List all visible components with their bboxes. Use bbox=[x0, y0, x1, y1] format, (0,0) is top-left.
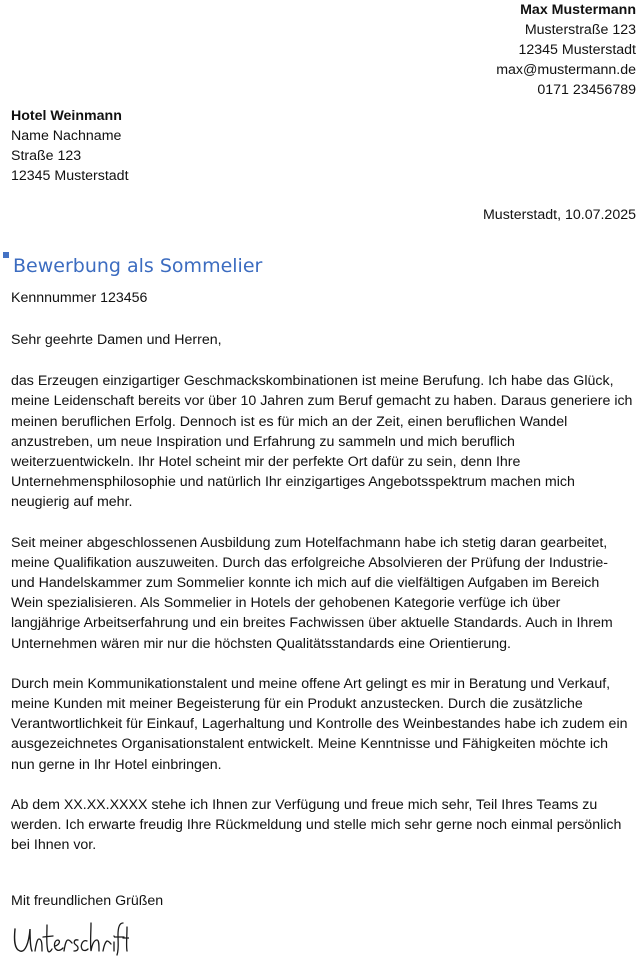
recipient-street: Straße 123 bbox=[11, 148, 82, 164]
sender-phone: 0171 23456789 bbox=[537, 82, 636, 98]
recipient-block bbox=[11, 106, 129, 186]
salutation: Sehr geehrte Damen und Herren, bbox=[11, 332, 222, 348]
body-paragraph: Ab dem XX.XX.XXXX stehe ich Ihnen zur Verfügung und freue mich sehr, Teil Ihres Teams zu werden. Ich erwarte freudig Ihre Rückmeldung und stelle mich sehr gerne noch einmal persönlich bei Ihnen vor. bbox=[11, 796, 622, 854]
body-paragraph: Durch mein Kommunikationstalent und meine offene Art gelingt es mir in Beratung und Verkauf, meine Kunden mit meiner Begeisterung für ein Produkt anzustecken. Durch die zusätzliche Verantwortlichkeit für Einkauf, Lagerhaltung und Kontrolle des Weinbestandes habe ich zudem ein ausgezeichnetes Organisationstalent entwickelt. Meine Kenntnisse und Fähigkeiten möchte ich nun gerne in Ihr Hotel einbringen. bbox=[11, 675, 628, 773]
body-paragraph: Seit meiner abgeschlossenen Ausbildung zum Hotelfachmann habe ich stetig daran gearbeitet, meine Qualifikation auszuweiten. Durch das erfolgreiche Absolvieren der Prüfung der Industrie- und Handelskammer zum Sommelier konnte ich mich auf die vielfältigen Aufgaben im Bereich Wein spezialisieren. Als Sommelier in Hotels der gehobenen Kategorie verfüge ich über langjährige Arbeitserfahrung und ein breites Fachwissen über aktuelle Standards. Auch in Ihrem Unternehmen wären mir nur die höchsten Qualitätsstandards eine Orientierung. bbox=[11, 534, 613, 652]
recipient-contact: Name Nachname bbox=[11, 128, 122, 144]
closing-phrase: Mit freundlichen Grüßen bbox=[11, 893, 164, 909]
sender-email: max@mustermann.de bbox=[496, 62, 636, 78]
subject-accent-marker bbox=[3, 252, 9, 258]
signature-drawing bbox=[11, 915, 129, 957]
sender-city: 12345 Musterstadt bbox=[518, 42, 636, 58]
sender-block bbox=[496, 0, 636, 100]
reference-number: Kennnummer 123456 bbox=[11, 290, 148, 306]
letter-body bbox=[11, 330, 633, 875]
sender-street: Musterstraße 123 bbox=[524, 22, 636, 38]
recipient-city: 12345 Musterstadt bbox=[11, 168, 129, 184]
body-paragraph: das Erzeugen einzigartiger Geschmackskombinationen ist meine Berufung. Ich habe das Glück, meine Leidenschaft bereits vor über 10 Jahren zum Beruf gemacht zu haben. Daraus generiere ich meinen beruflichen Erfolg. Dennoch ist es für mich an der Zeit, einen beruflichen Wandel anzustreben, um neue Inspiration und Erfahrung zu sammeln und mich beruflich weiterzuentwickeln. Ihr Hotel scheint mir der perfekte Ort dafür zu sein, denn Ihre Unternehmensphilosophie und natürlich Ihr einzigartiges Angebotsspektrum machen mich neugierig auf mehr. bbox=[11, 373, 633, 511]
sender-name: Max Mustermann bbox=[520, 2, 636, 18]
subject-heading: Bewerbung als Sommelier bbox=[13, 255, 263, 277]
date-line: Musterstadt, 10.07.2025 bbox=[482, 207, 636, 223]
handwritten-signature bbox=[11, 915, 129, 957]
recipient-company: Hotel Weinmann bbox=[11, 108, 122, 124]
